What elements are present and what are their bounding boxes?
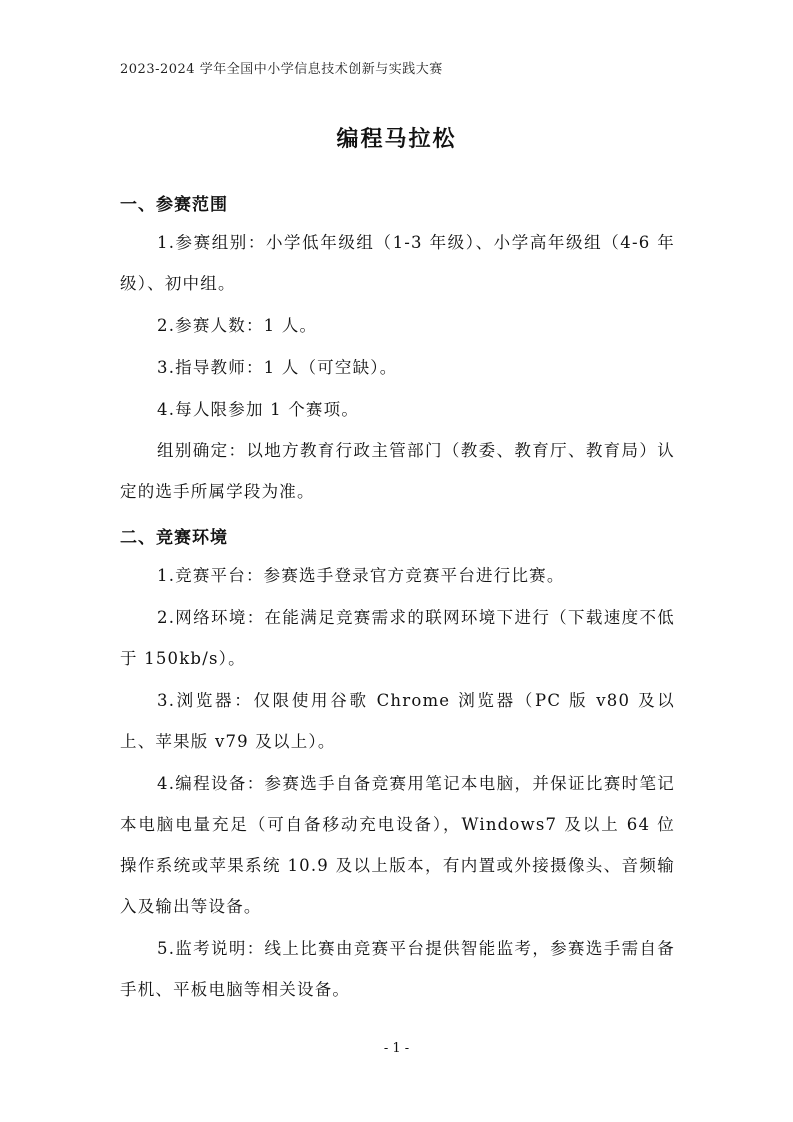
paragraph-event-limit: 4.每人限参加 1 个赛项。 [157,400,360,419]
paragraph-participants: 2.参赛人数：1 人。 [157,316,318,335]
paragraph-groups: 1.参赛组别：小学低年级组（1-3 年级）、小学高年级组（4-6 年级）、初中组。 [120,233,675,293]
paragraph-browser: 3.浏览器：仅限使用谷歌 Chrome 浏览器（PC 版 v80 及以上、苹果版 v79 及以上）。 [120,691,675,751]
running-header: 2023-2024 学年全国中小学信息技术创新与实践大赛 [120,62,443,77]
paragraph-network: 2.网络环境：在能满足竞赛需求的联网环境下进行（下载速度不低于 150kb/s）。 [120,608,675,668]
section-heading-environment: 二、竞赛环境 [120,528,228,548]
paragraph-instructor: 3.指导教师：1 人（可空缺）。 [157,358,398,377]
paragraph-proctoring: 5.监考说明：线上比赛由竞赛平台提供智能监考，参赛选手需自备手机、平板电脑等相关设备。 [120,939,675,999]
section-heading-scope: 一、参赛范围 [120,195,228,215]
page-number: - 1 - [383,1041,410,1056]
document-title: 编程马拉松 [336,126,457,152]
paragraph-platform: 1.竞赛平台：参赛选手登录官方竞赛平台进行比赛。 [157,566,565,585]
paragraph-group-determination: 组别确定：以地方教育行政主管部门（教委、教育厅、教育局）认定的选手所属学段为准。 [120,441,675,501]
paragraph-device: 4.编程设备：参赛选手自备竞赛用笔记本电脑，并保证比赛时笔记本电脑电量充足（可自备移动充电设备），Windows7 及以上 64 位操作系统或苹果系统 10.9 及以上版本，有内置或外接摄像头、音频输入及输出等设备。 [120,774,675,916]
